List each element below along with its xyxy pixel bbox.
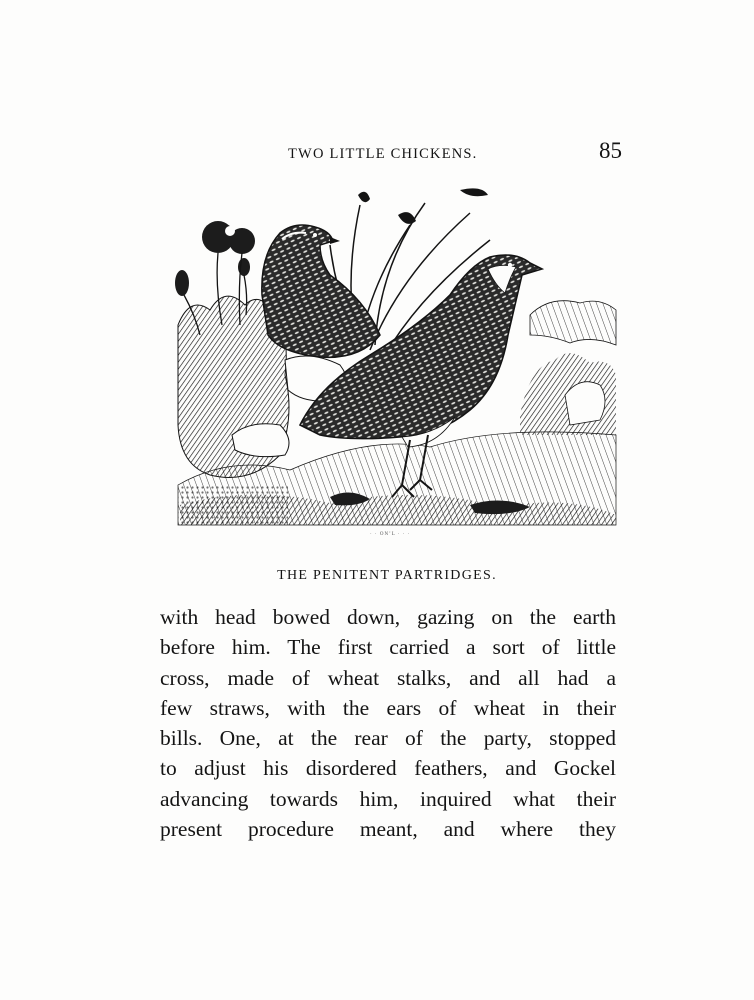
engraver-mark: · · ON’L · · · <box>370 532 411 537</box>
cloud <box>530 301 616 345</box>
text-line: bills. One, at the rear of the party, stopped <box>160 726 616 751</box>
text-line: present procedure meant, and where they <box>160 817 616 842</box>
running-head <box>160 138 622 168</box>
text-line: few straws, with the ears of wheat in their <box>160 695 616 720</box>
figure-caption: THE PENITENT PARTRIDGES. <box>277 568 497 583</box>
partridges-engraving <box>170 185 622 530</box>
partridge-left <box>262 225 380 357</box>
body-text <box>160 602 616 844</box>
text-line: with head bowed down, gazing on the earth <box>160 605 616 629</box>
text-line: before him. The first carried a sort of little <box>160 635 616 660</box>
text-line: cross, made of wheat stalks, and all had a <box>160 665 616 690</box>
engraving-svg <box>170 185 622 530</box>
running-title: TWO LITTLE CHICKENS. <box>288 146 478 162</box>
poppy-flower <box>202 221 234 253</box>
text-line: advancing towards him, inquired what their <box>160 786 616 811</box>
page-number: 85 <box>599 138 622 163</box>
text-line: to adjust his disordered feathers, and Gockel <box>160 756 616 781</box>
